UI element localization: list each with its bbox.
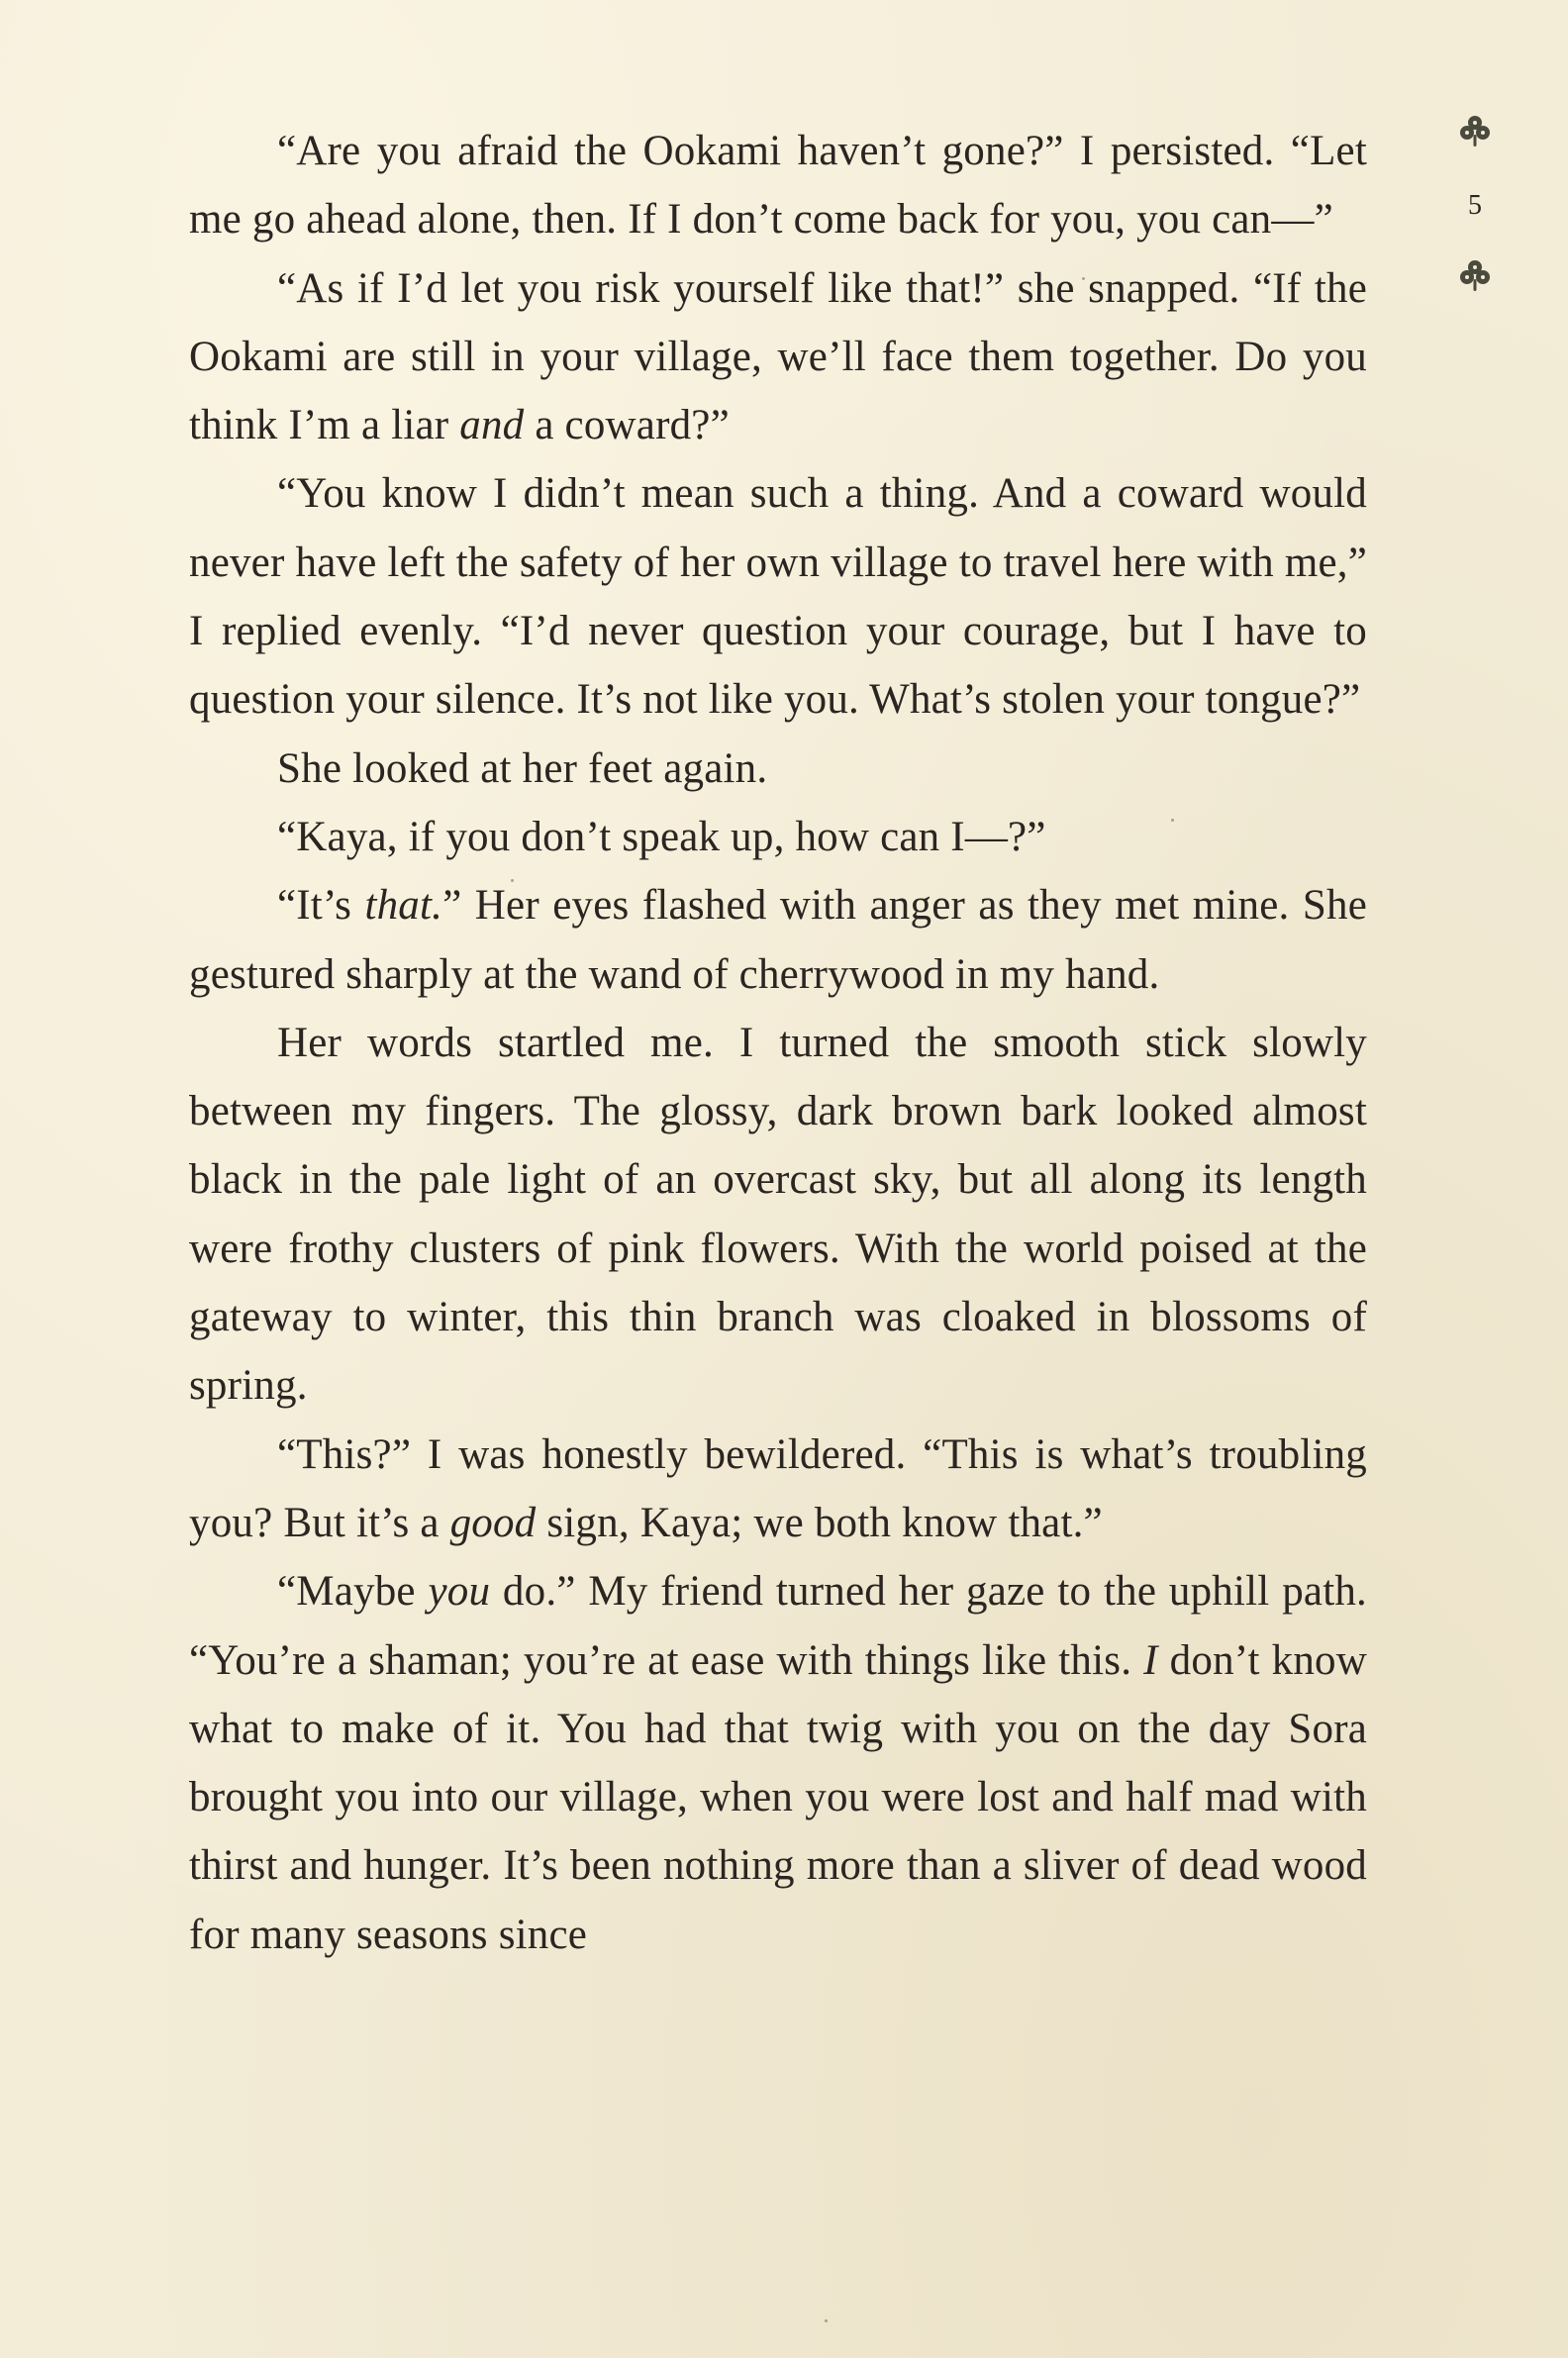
text-run: “Kaya, if you don’t speak up, how can I—?” <box>277 813 1046 860</box>
italic-text: you <box>428 1568 491 1616</box>
paragraph <box>189 459 1367 734</box>
paragraph <box>189 803 1367 871</box>
italic-text: that. <box>364 882 443 930</box>
page-number: 5 <box>1468 190 1482 221</box>
paragraph <box>189 871 1367 1009</box>
paragraph <box>189 1421 1367 1558</box>
clover-ornament-icon <box>1455 255 1495 295</box>
text-run: sign, Kaya; we both know that.” <box>536 1499 1103 1546</box>
text-run: She looked at her feet again. <box>277 744 768 792</box>
clover-ornament-icon <box>1455 111 1495 150</box>
text-run: “Are you afraid the Ookami haven’t gone?” I persisted. “Let me go ahead alone, then. If I don’t come back for you, you can—” <box>189 128 1367 244</box>
italic-text: and <box>459 402 525 449</box>
text-run: “You know I didn’t mean such a thing. And a coward would never have left the safety of her own village to travel here with me,” I replied evenly. “I’d never question your courage, but I have to question your silence. It’s not like you. What’s stolen your tongue?” <box>189 470 1367 724</box>
page-body-text <box>189 117 1367 1969</box>
text-run: don’t know what to make of it. You had that twig with you on the day Sora brought you into our village, when you were lost and half mad with thirst and hunger. It’s been nothing more than a sliver of dead wood for many seasons since <box>189 1636 1367 1958</box>
text-run: a coward?” <box>524 402 730 449</box>
paragraph <box>189 254 1367 460</box>
paragraph <box>189 1557 1367 1969</box>
text-run: “This?” I was honestly bewildered. “This is what’s troubling you? But it’s a <box>189 1430 1367 1546</box>
text-run: “It’s <box>277 882 365 930</box>
paper-speck <box>1171 819 1174 822</box>
paper-speck <box>511 879 514 882</box>
text-run: “Maybe <box>277 1568 429 1616</box>
text-run: “As if I’d let you risk yourself like that!” she snapped. “If the Ookami are still in your village, we’ll face them together. Do you think I’m a liar <box>189 264 1367 449</box>
page-number-marker <box>1445 111 1505 295</box>
paragraph <box>189 1009 1367 1421</box>
text-run: do.” My friend turned her gaze to the uphill path. “You’re a shaman; you’re at ease with things like this. <box>189 1568 1367 1684</box>
text-run: Her words startled me. I turned the smooth stick slowly between my fingers. The glossy, dark brown bark looked almost black in the pale light of an overcast sky, but all along its length were frothy clusters of pink flowers. With the world poised at the gateway to winter, this thin branch was cloaked in blossoms of spring. <box>189 1019 1367 1410</box>
paper-speck <box>825 2319 828 2322</box>
text-run: ” Her eyes flashed with anger as they met mine. She gestured sharply at the wand of cherrywood in my hand. <box>189 882 1367 998</box>
paper-speck <box>1082 277 1085 280</box>
paragraph <box>189 117 1367 254</box>
italic-text: I <box>1143 1636 1158 1684</box>
italic-text: good <box>449 1499 537 1546</box>
paper-speck <box>303 298 306 301</box>
paragraph <box>189 735 1367 803</box>
